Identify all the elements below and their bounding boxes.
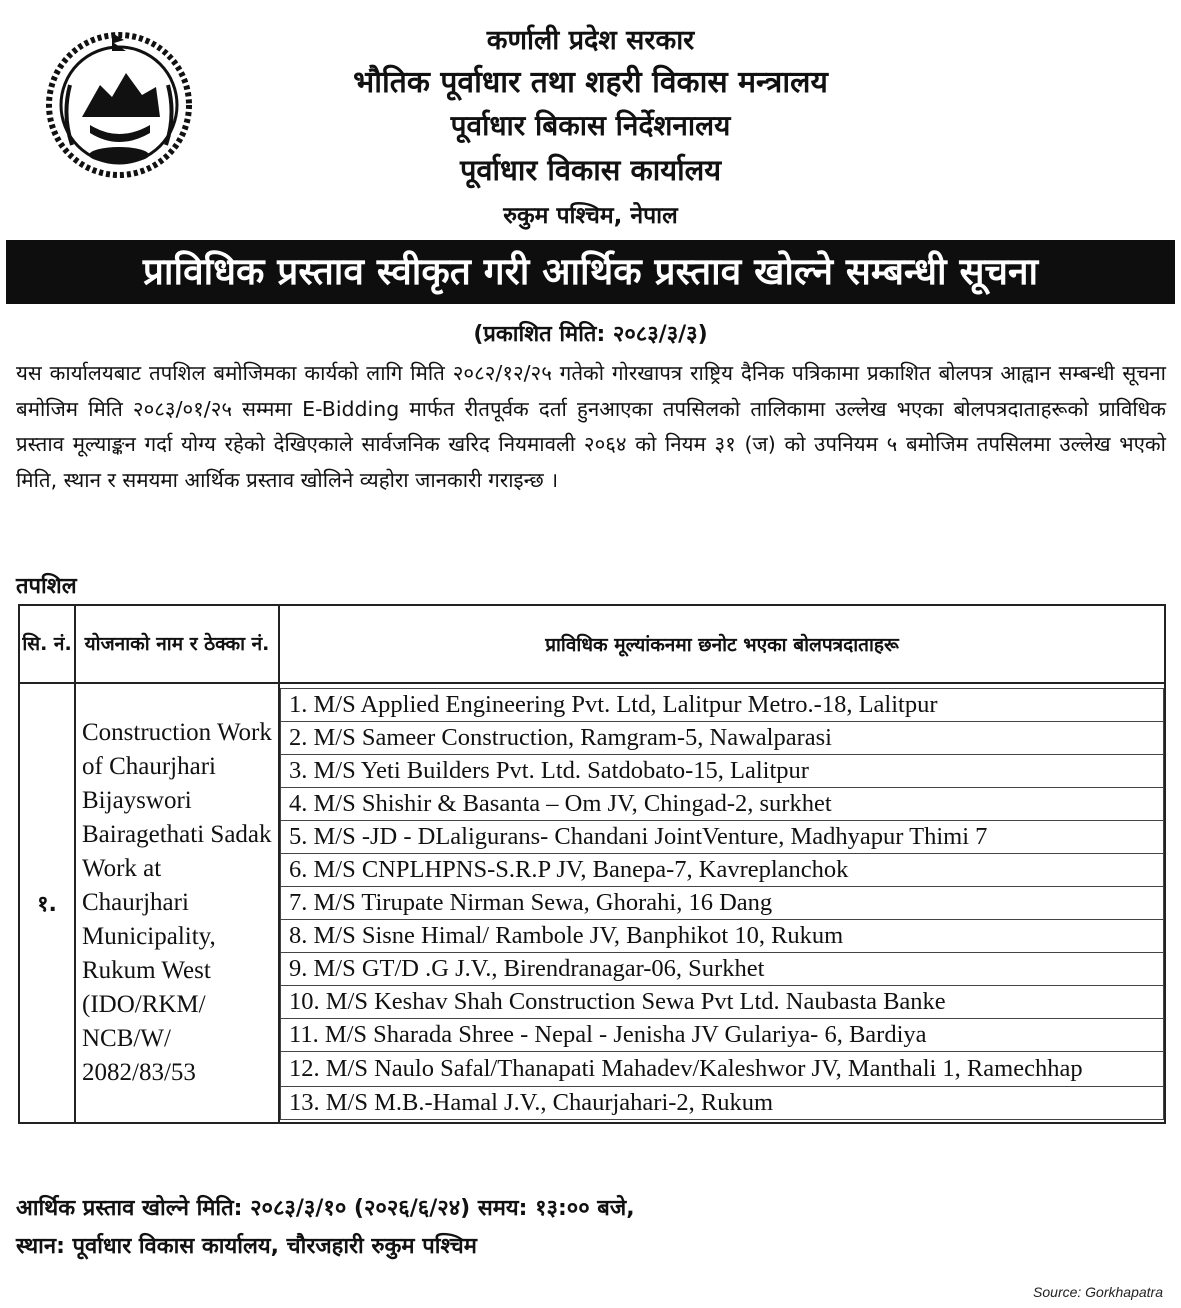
notice-title-banner: प्राविधिक प्रस्ताव स्वीकृत गरी आर्थिक प्रस्ताव खोल्ने सम्बन्धी सूचना	[6, 240, 1175, 304]
column-header-project: योजनाको नाम र ठेक्का नं.	[75, 605, 279, 683]
bidder-item: 9. M/S GT/D .G J.V., Birendranagar-06, Surkhet	[281, 953, 1164, 986]
bidder-item: 12. M/S Naulo Safal/Thanapati Mahadev/Kaleshwor JV, Manthali 1, Ramechhap	[281, 1052, 1164, 1087]
table-row	[19, 683, 1165, 1123]
bidder-item: 4. M/S Shishir & Basanta – Om JV, Chingad-2, surkhet	[281, 788, 1164, 821]
bidder-list	[280, 688, 1164, 1120]
office-title: पूर्वाधार विकास कार्यालय	[459, 153, 722, 187]
column-header-bidders: प्राविधिक मूल्यांकनमा छनोट भएका बोलपत्रदाताहरू	[279, 605, 1165, 683]
notice-header	[0, 0, 1181, 238]
bidder-item: 2. M/S Sameer Construction, Ramgram-5, Nawalparasi	[281, 722, 1164, 755]
bidder-item: 8. M/S Sisne Himal/ Rambole JV, Banphikot 10, Rukum	[281, 920, 1164, 953]
province-government-title: कर्णाली प्रदेश सरकार	[486, 25, 695, 56]
published-date: (प्रकाशित मिति: २०८३/३/३)	[473, 322, 708, 347]
office-location: रुकुम पश्चिम, नेपाल	[503, 203, 678, 229]
serial-number-cell: १.	[19, 683, 75, 1123]
bidder-item: 1. M/S Applied Engineering Pvt. Ltd, Lalitpur Metro.-18, Lalitpur	[281, 689, 1164, 722]
bidders-cell	[279, 683, 1165, 1123]
bidder-item: 7. M/S Tirupate Nirman Sewa, Ghorahi, 16 Dang	[281, 887, 1164, 920]
opening-location: स्थान: पूर्वाधार विकास कार्यालय, चौरजहारी रुकुम पश्चिम	[16, 1234, 477, 1259]
details-label: तपशिल	[16, 574, 77, 599]
directorate-title: पूर्वाधार बिकास निर्देशनालय	[450, 109, 731, 142]
bidders-table	[18, 604, 1166, 1124]
bidder-item: 5. M/S -JD - DLaligurans- Chandani JointVenture, Madhyapur Thimi 7	[281, 821, 1164, 854]
project-name-cell: Construction Work of Chaurjhari Bijayswori Bairagethati Sadak Work at Chaurjhari Municipality, Rukum West (IDO/RKM/ NCB/W/ 2082/83/53	[75, 683, 279, 1123]
bidder-item: 13. M/S M.B.-Hamal J.V., Chaurjahari-2, Rukum	[281, 1087, 1164, 1120]
column-header-serial: सि. नं.	[19, 605, 75, 683]
financial-opening-date: आर्थिक प्रस्ताव खोल्ने मिति: २०८३/३/१० (२०२६/६/२४) समय: १३:०० बजे,	[16, 1196, 635, 1221]
source-credit: Source: Gorkhapatra	[1033, 1284, 1163, 1300]
bidder-item: 10. M/S Keshav Shah Construction Sewa Pvt Ltd. Naubasta Banke	[281, 986, 1164, 1019]
ministry-title: भौतिक पूर्वाधार तथा शहरी विकास मन्त्रालय	[353, 65, 828, 100]
table-header-row	[19, 605, 1165, 683]
notice-body-paragraph: यस कार्यालयबाट तपशिल बमोजिमका कार्यको लागि मिति २०८२/१२/२५ गतेको गोरखापत्र राष्ट्रिय दैनिक पत्रिकामा प्रकाशित बोलपत्र आह्वान सम्बन्धी सूचना बमोजिम मिति २०८३/०१/२५ सम्ममा E-Bidding मार्फत रीतपूर्वक दर्ता हुनआएका तपसिलको तालिकामा उल्लेख भएका बोलपत्रदाताहरूको प्राविधिक प्रस्ताव मूल्याङ्कन गर्दा योग्य रहेको देखिएकाले सार्वजनिक खरिद नियमावली २०६४ को नियम ३१ (ज) को उपनियम ५ बमोजिम तपसिलमा उल्लेख भएको मिति, स्थान र समयमा आर्थिक प्रस्ताव खोलिने व्यहोरा जानकारी गराइन्छ ।	[16, 361, 1166, 492]
bidder-item: 6. M/S CNPLHPNS-S.R.P JV, Banepa-7, Kavreplanchok	[281, 854, 1164, 887]
bidder-item: 11. M/S Sharada Shree - Nepal - Jenisha JV Gulariya- 6, Bardiya	[281, 1019, 1164, 1052]
bidder-item: 3. M/S Yeti Builders Pvt. Ltd. Satdobato-15, Lalitpur	[281, 755, 1164, 788]
